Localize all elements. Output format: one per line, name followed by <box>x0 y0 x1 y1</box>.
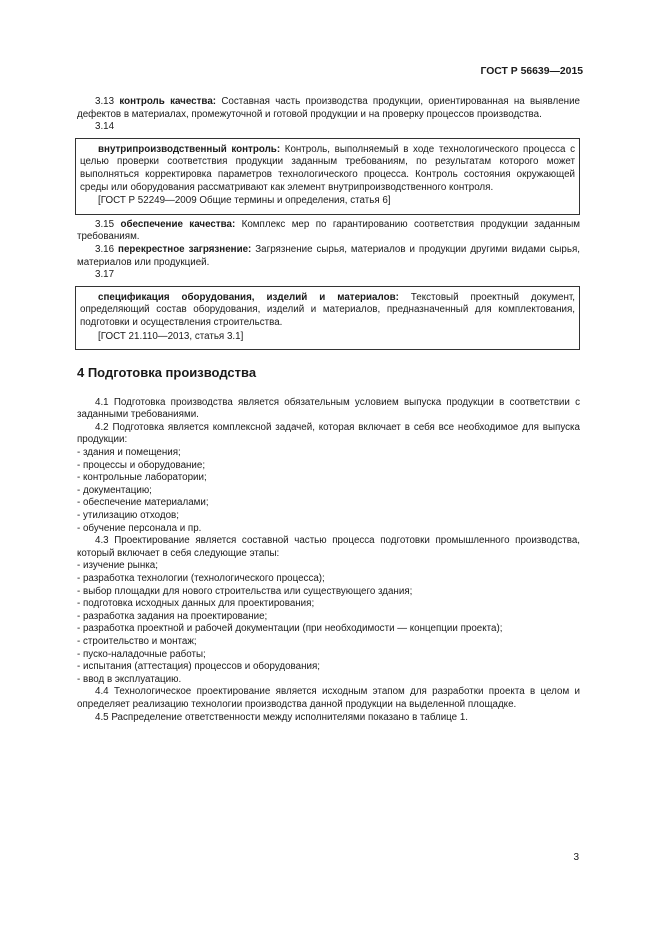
list-item: - документацию; <box>77 485 580 498</box>
list-4-3 <box>77 560 580 686</box>
clause-3-16: 3.16 перекрестное загрязнение: Загрязнение сырья, материалов и продукции другими видами сырья, материалов или продукцией. <box>77 243 580 268</box>
list-item: - пуско-наладочные работы; <box>77 649 580 662</box>
term-box-3-17 <box>75 286 580 350</box>
document-header: ГОСТ Р 56639—2015 <box>480 66 583 77</box>
term-box-3-14 <box>75 138 580 215</box>
term-cross-contamination: перекрестное загрязнение: <box>118 243 252 255</box>
section-4-title: 4 Подготовка производства <box>77 365 257 381</box>
term-quality-control: контроль качества: <box>119 96 217 107</box>
list-item: - утилизацию отходов; <box>77 510 580 523</box>
clause-4-5: 4.5 Распределение ответственности между исполнителями показано в таблице 1. <box>95 711 469 723</box>
clause-3-14-number: 3.14 <box>95 121 115 133</box>
list-4-2 <box>77 447 580 535</box>
clause-4-1: 4.1 Подготовка производства является обязательным условием выпуска продукции в соответствии с заданными требованиями. <box>77 396 580 421</box>
page-number: 3 <box>573 852 579 863</box>
list-item: - процессы и оборудование; <box>77 460 580 473</box>
list-item: - изучение рынка; <box>77 560 580 573</box>
list-item: - разработка технологии (технологического процесса); <box>77 573 580 586</box>
clause-3-17-number: 3.17 <box>95 269 115 281</box>
clause-4-2: 4.2 Подготовка является комплексной задачей, которая включает в себя все необходимое для выпуска продукции: <box>77 421 580 446</box>
clause-3-17: спецификация оборудования, изделий и материалов: Текстовый проектный документ, определяющий состав оборудования, изделий и материалов, предназначенный для комплектования, подготовки и осуществления строительства. <box>80 291 575 328</box>
term-quality-assurance: обеспечение качества: <box>120 218 236 230</box>
clause-4-3: 4.3 Проектирование является составной частью процесса подготовки промышленного производства, который включает в себя следующие этапы: <box>77 535 580 559</box>
list-item: - строительство и монтаж; <box>77 636 580 649</box>
clause-3-14: внутрипроизводственный контроль: Контроль, выполняемый в ходе технологического процесса с целью проверки соответствия продукции заданным требованиям, по результатам которого может выполняться корректировка параметров технологического процесса. Контроль состояния окружающей среды или оборудования рассматривают как элемент внутрипроизводственного контроля. <box>80 143 575 193</box>
reference-3-14: [ГОСТ Р 52249—2009 Общие термины и определения, статья 6] <box>98 195 391 207</box>
list-item: - выбор площадки для нового строительства или существующего здания; <box>77 586 580 599</box>
list-item: - подготовка исходных данных для проектирования; <box>77 598 580 611</box>
clause-3-13: 3.13 контроль качества: Составная часть производства продукции, ориентированная на выявление дефектов в материалах, промежуточной и готовой продукции и на проверку процессов производства. <box>77 96 580 120</box>
list-item: - разработка задания на проектирование; <box>77 611 580 624</box>
list-item: - здания и помещения; <box>77 447 580 460</box>
term-in-process-control: внутрипроизводственный контроль: <box>98 143 281 155</box>
list-item: - ввод в эксплуатацию. <box>77 674 580 687</box>
list-item: - контрольные лаборатории; <box>77 472 580 485</box>
page-content <box>77 96 580 724</box>
clause-3-15: 3.15 обеспечение качества: Комплекс мер по гарантированию соответствия продукции заданным требованиям. <box>77 218 580 243</box>
reference-3-17: [ГОСТ 21.110—2013, статья 3.1] <box>98 330 244 342</box>
list-item: - разработка проектной и рабочей документации (при необходимости — концепции проекта); <box>77 623 580 636</box>
list-item: - обеспечение материалами; <box>77 497 580 510</box>
list-item: - обучение персонала и пр. <box>77 523 580 536</box>
clause-4-4: 4.4 Технологическое проектирование является исходным этапом для разработки проекта в целом и определяет реализацию технологии производства данной продукции на выделенной площадке. <box>77 686 580 710</box>
list-item: - испытания (аттестация) процессов и оборудования; <box>77 661 580 674</box>
term-specification: спецификация оборудования, изделий и материалов: <box>98 291 399 303</box>
